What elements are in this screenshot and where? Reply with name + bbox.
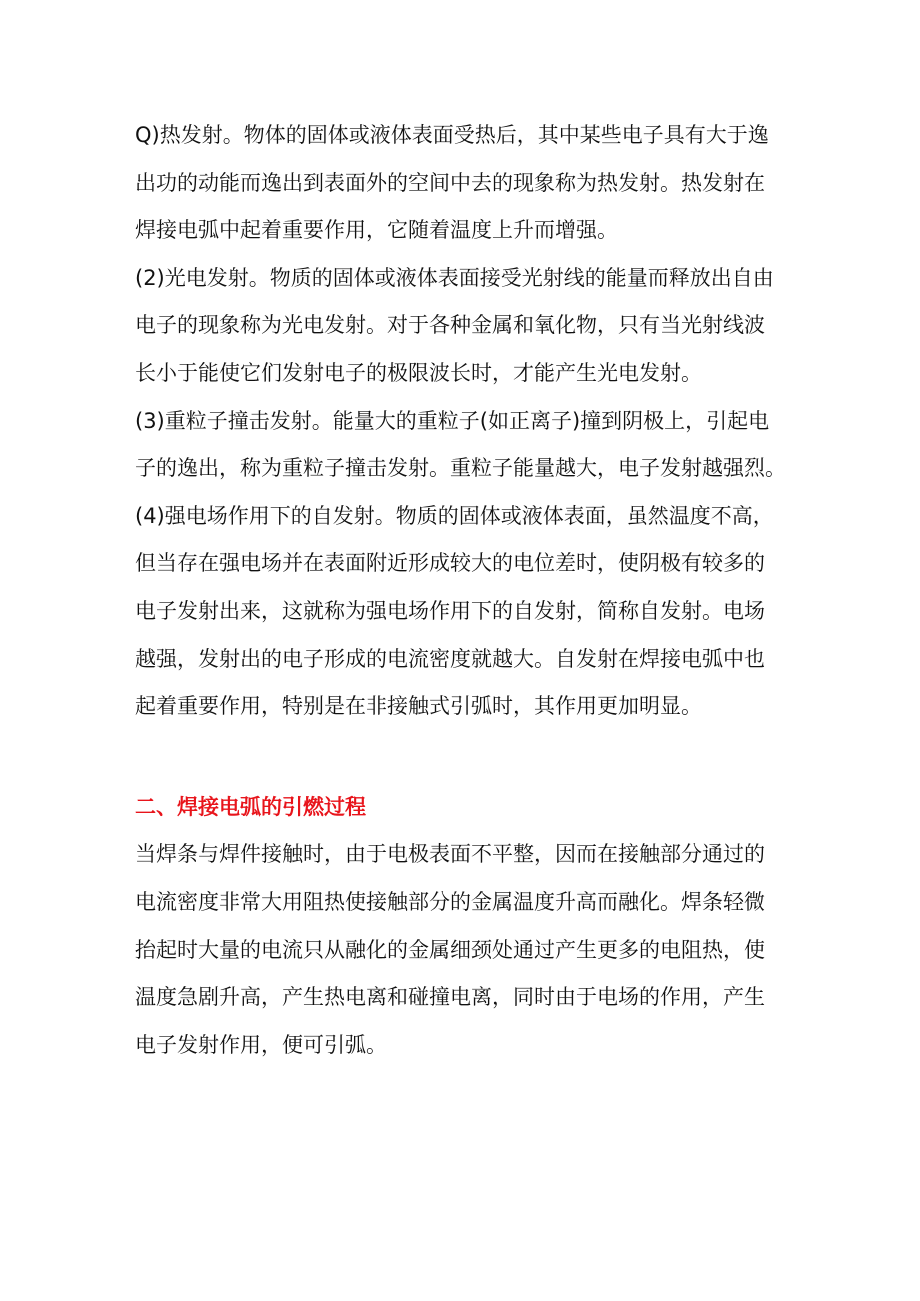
text-line: 起着重要作用，特别是在非接触式引弧时，其作用更加明显。 [135, 694, 702, 719]
text-line: 抬起时大量的电流只从融化的金属细颈处通过产生更多的电阻热，使 [135, 937, 765, 962]
text-line: 当焊条与焊件接触时，由于电极表面不平整，因而在接触部分通过的 [135, 842, 765, 867]
text-line: 温度急剧升高，产生热电离和碰撞电离，同时由于电场的作用，产生 [135, 985, 765, 1010]
text-line: 电子发射作用，便可引弧。 [135, 1032, 387, 1057]
paragraph-field-emission [135, 493, 795, 731]
text-line: Q)热发射。物体的固体或液体表面受热后，其中某些电子具有大于逸 [135, 123, 769, 147]
text-line: 长小于能使它们发射电子的极限波长时，才能产生光电发射。 [135, 360, 702, 385]
text-line: 子的逸出，称为重粒子撞击发射。重粒子能量越大，电子发射越强烈。 [135, 456, 786, 481]
paragraph-heavy-particle-emission [135, 398, 795, 493]
text-line: (3)重粒子撞击发射。能量大的重粒子(如正离子)撞到阴极上，引起电 [135, 408, 770, 433]
text-line: 电子发射出来，这就称为强电场作用下的自发射，简称自发射。电场 [135, 598, 765, 623]
paragraph-photoelectric-emission [135, 255, 795, 398]
section-heading: 二、焊接电弧的引燃过程 [135, 794, 366, 819]
text-line: (2)光电发射。物质的固体或液体表面接受光射线的能量而释放出自由 [135, 265, 774, 290]
paragraph-thermal-emission [135, 112, 795, 255]
text-line: 电流密度非常大用阻热使接触部分的金属温度升高而融化。焊条轻微 [135, 889, 765, 914]
text-line: 出功的动能而逸出到表面外的空间中去的现象称为热发射。热发射在 [135, 170, 765, 195]
section-spacer [135, 731, 795, 784]
text-line: 越强，发射出的电子形成的电流密度就越大。自发射在焊接电弧中也 [135, 646, 765, 671]
document-body [135, 112, 795, 1069]
text-line: (4)强电场作用下的自发射。物质的固体或液体表面，虽然温度不高， [135, 503, 774, 528]
text-line: 但当存在强电场并在表面附近形成较大的电位差时，使阴极有较多的 [135, 551, 765, 576]
text-line: 电子的现象称为光电发射。对于各种金属和氧化物，只有当光射线波 [135, 313, 765, 338]
paragraph-arc-ignition [135, 831, 795, 1069]
text-line: 焊接电弧中起着重要作用，它随着温度上升而增强。 [135, 218, 618, 243]
